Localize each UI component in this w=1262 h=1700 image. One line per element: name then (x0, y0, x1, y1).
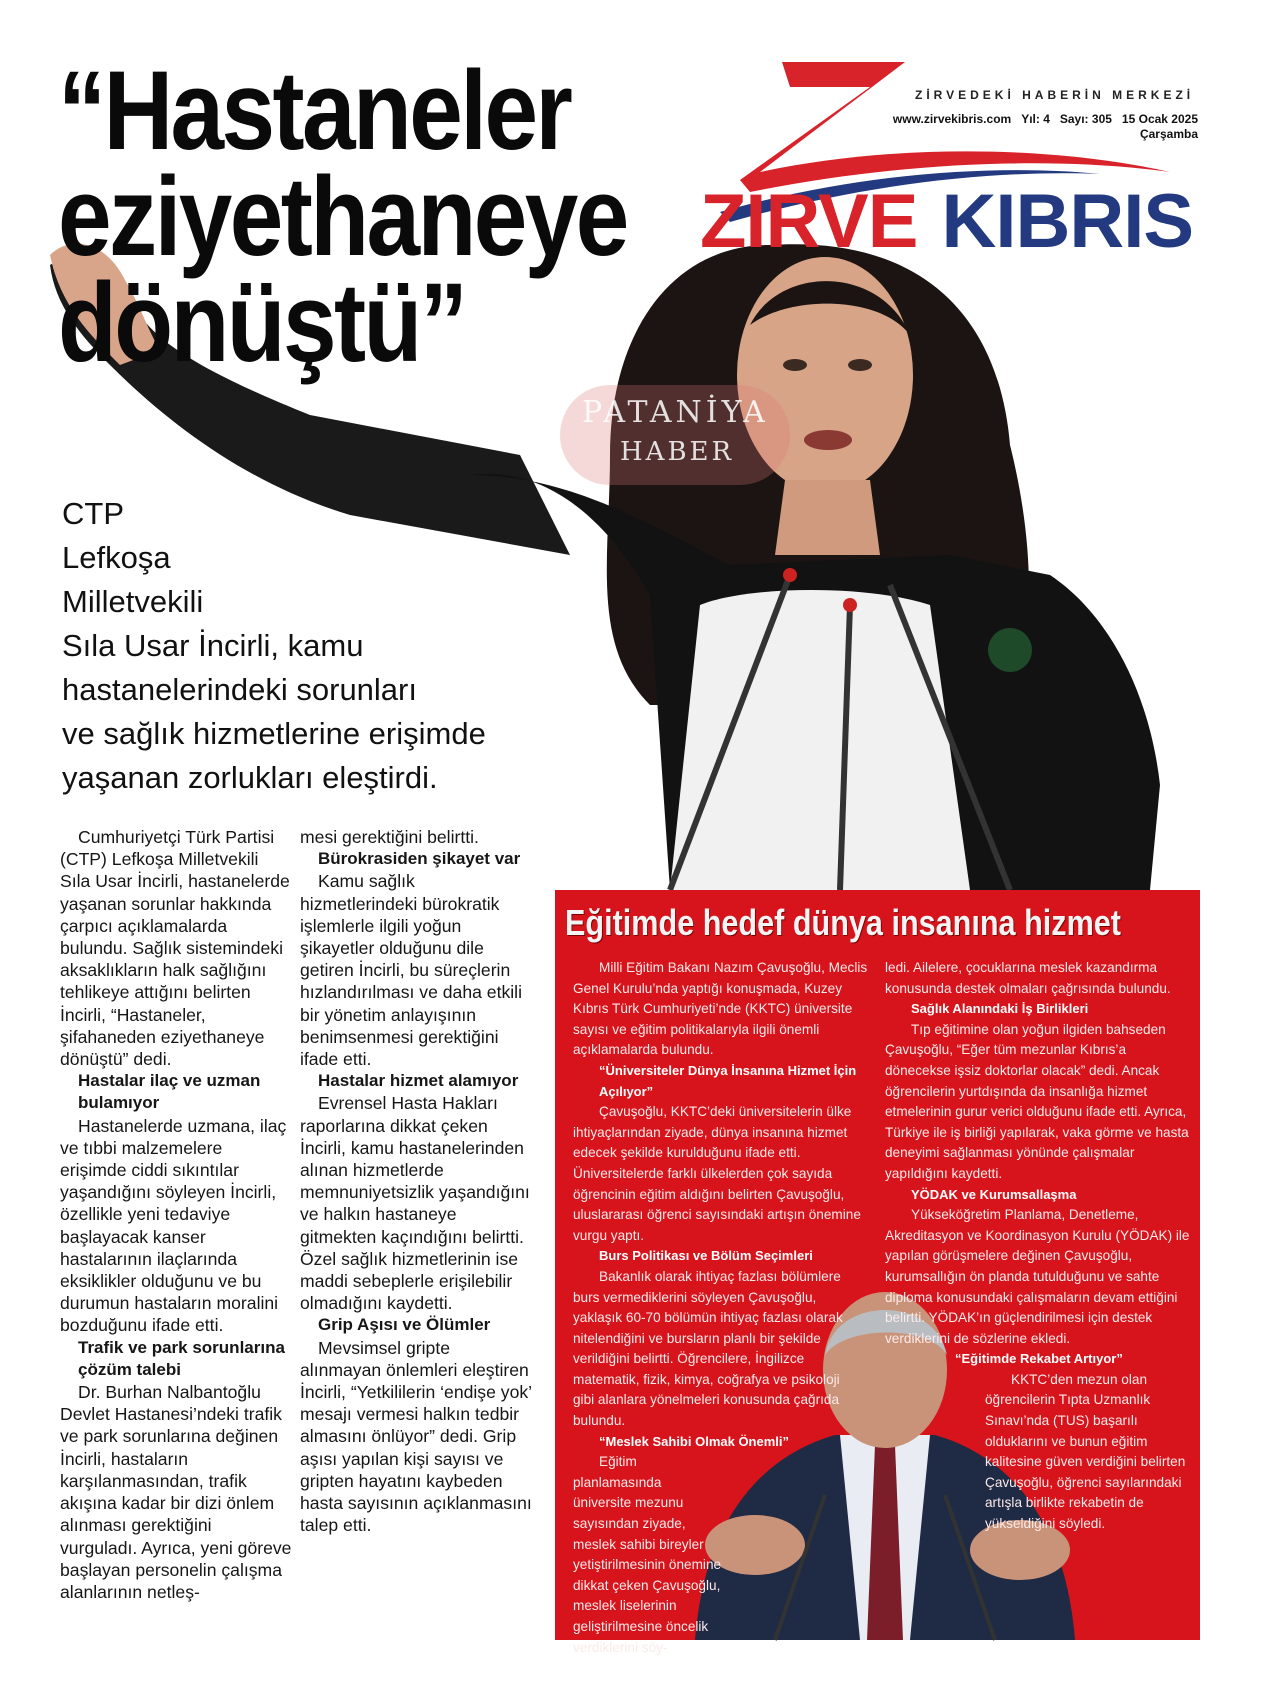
masthead-tagline: ZİRVEDEKİ HABERİN MERKEZİ (915, 88, 1195, 102)
paragraph: mesi gerektiğini belirtti. (300, 827, 479, 847)
website-link[interactable]: www.zirvekibris.com (892, 112, 1012, 126)
article-column-2 (300, 826, 535, 1537)
sidebar-story (555, 890, 1200, 1655)
deck-line: hastanelerindeki sorunları (62, 672, 417, 707)
paragraph: Kamu sağlık hizmetlerindeki bürokratik işlemlerle ilgili yoğun şikayetler olduğunu dile getiren İncirli, bu süreçlerin hızlandırılması ve daha etkili bir yönetim anlayışının benimsenmesi gerektiğini ifade etti. (300, 871, 522, 1070)
paragraph: Evrensel Hasta Hakları raporlarına dikkat çeken İncirli, kamu hastanelerinden alınan hizmetlerde memnuniyetsizlik yaşandığını ve halkın hastaneye gitmekten kaçındığını belirtti. Özel sağlık hizmetlerinin ise maddi sebeplerle erişilebilir olmadığını kaydetti. (300, 1093, 530, 1314)
headline (58, 48, 698, 385)
paragraph: ledi. Ailelere, çocuklarına meslek kazandırma konusunda destek olmaları çağrısında bulundu. (885, 960, 1171, 996)
deck-line: ve sağlık hizmetlerine erişimde (62, 716, 486, 751)
paragraph: Cumhuriyetçi Türk Partisi (CTP) Lefkoşa Milletvekili Sıla Usar İncirli, hastanelerde yaşanan sorunlar hakkında çarpıcı açıklamalarda bulundu. Sağlık sistemindeki aksaklıkların halk sağlığını tehlikeye attığını belirten İncirli, “Hastaneler, şifahaneden eziyethaneye dönüştü” dedi. (60, 827, 290, 1070)
issue-number: Sayı: 305 (1059, 112, 1112, 126)
sidebar-column-2 (885, 958, 1190, 1535)
issue-info (883, 112, 1198, 142)
watermark-text: HABER (620, 437, 735, 467)
subheading: Bürokrasiden şikayet var (318, 849, 521, 869)
paragraph: Çavuşoğlu, KKTC’deki üniversitelerin ülke ihtiyaçlarından ziyade, dünya insanına hizmet edecek şekilde kurulduğunu ifade etti. Üniversitelerde farklı ülkelerden çok sayıda öğrencinin eğitim aldığını belirten Çavuşoğlu, uluslararası öğrenci sayısındaki artışın önemine vurgu yaptı. (573, 1104, 861, 1243)
brand-blue: KIBRIS (941, 179, 1194, 264)
deck-line: Sıla Usar İncirli, kamu (62, 628, 364, 663)
subheading: Hastalar ilaç ve uzman bulamıyor (78, 1071, 261, 1113)
issue-date: 15 Ocak 2025 (1121, 112, 1198, 126)
article-column-1 (60, 826, 292, 1603)
article-deck (62, 492, 622, 800)
headline-line: dönüştü” (58, 260, 466, 385)
subheading: Burs Politikası ve Bölüm Seçimleri (599, 1248, 813, 1264)
paragraph: Hastanelerde uzmana, ilaç ve tıbbi malzemelere erişimde ciddi sıkıntılar yaşandığını söyleyen İncirli, özellikle yeni tedaviye başlayacak kanser hastalarının ilaçlarında eksiklikler olduğunu ve bu durumun hastaların moralini bozduğunu ifade etti. (60, 1115, 287, 1336)
masthead-logo (700, 52, 1240, 267)
paragraph: Milli Eğitim Bakanı Nazım Çavuşoğlu, Meclis Genel Kurulu’nda yaptığı konuşmada, Kuzey Kıbrıs Türk Cumhuriyeti’nde (KKTC) üniversite sayısı ve eğitim politikalarıyla ilgili önemli açıklamalarda bulundu. (573, 960, 868, 1058)
subheading: Grip Aşısı ve Ölümler (318, 1315, 491, 1335)
subheading: Trafik ve park sorunlarına çözüm talebi (78, 1337, 285, 1379)
watermark (560, 385, 790, 485)
subheading: “Üniversiteler Dünya İnsanına Hizmet İçin Açılıyor” (599, 1062, 857, 1099)
deck-line: Lefkoşa (62, 540, 171, 575)
sidebar-column-1 (573, 958, 873, 1658)
paragraph: Dr. Burhan Nalbantoğlu Devlet Hastanesi’ndeki trafik ve park sorunlarına değinen İncirli, hastaların karşılanmasından, trafik akışına kadar bir dizi önlem alınması gerektiğini vurguladı. Ayrıca, yeni göreve başlayan personelin çalışma alanlarının netleş- (60, 1382, 292, 1602)
paragraph: Mevsimsel gripte alınmayan önlemleri eleştiren İncirli, “Yetkililerin ‘endişe yok’ mesajı vermesi halkın tedbir almasını önlüyor” dedi. Grip aşısı yapılan kişi sayısı ve gripten hayatını kaybeden hasta sayısının açıklanmasını talep etti. (300, 1337, 532, 1536)
subheading: YÖDAK ve Kurumsallaşma (911, 1186, 1077, 1202)
paragraph: Tıp eğitimine olan yoğun ilgiden bahseden Çavuşoğlu, “Eğer tüm mezunlar Kıbrıs’a dönecekse işsiz doktorlar olacak” dedi. Ancak öğrencilerin yurtdışında da insanlığa hizmet etmelerinin gurur verici olduğunu ifade etti. Ayrıca, Türkiye ile iş birliği yapılarak, vaka görme ve hasta deneyimi sağlanması yönünde çalışmalar yapıldığını kaydetti. (885, 1021, 1189, 1181)
paragraph: Eğitim planlamasında üniversite mezunu sayısından ziyade, meslek sahibi bireyler yetiştirilmesinin önemine dikkat çeken Çavuşoğlu, meslek liselerinin geliştirilmesine öncelik verdiklerini söy- (573, 1454, 722, 1655)
issue-weekday: Çarşamba (1139, 127, 1198, 141)
subheading: Sağlık Alanındaki İş Birlikleri (911, 1001, 1089, 1017)
deck-line: CTP (62, 496, 124, 531)
paragraph: Bakanlık olarak ihtiyaç fazlası bölümlere burs vermediklerini söyleyen Çavuşoğlu, yaklaşık 60-70 bölümün ihtiyaç fazlası olarak nitelendiğini ve bursların planlı bir şekilde verildiğini belirtti. Öğrencilere, İngilizce matematik, fizik, kimya, coğrafya ve psikoloji gibi alanlara yönelmeleri konusunda çağrıda bulundu. (573, 1268, 843, 1429)
paragraph: KKTC’den mezun olan öğrencilerin Tıpta Uzmanlık Sınavı’nda (TUS) başarılı olduklarını ve bunun eğitim kalitesine güven verdiğini belirten Çavuşoğlu, öğrenci sayılarındaki artışla birlikte rekabetin de yükseldiğini söyledi. (985, 1371, 1186, 1532)
subheading: “Eğitimde Rekabet Artıyor” (955, 1351, 1123, 1367)
headline-line: “Hastaneler (58, 48, 571, 173)
year-label: Yıl: 4 (1021, 112, 1050, 126)
paragraph: Yükseköğretim Planlama, Denetleme, Akreditasyon ve Koordinasyon Kurulu (YÖDAK) ile yapılan görüşmelere değinen Çavuşoğlu, kurumsallığın ön planda tutulduğunu ve sahte diploma konusundaki çalışmaların devam ettiğini belirtti. YÖDAK’ın güçlendirilmesi için destek verdiklerini de sözlerine ekledi. (885, 1207, 1190, 1346)
deck-line: yaşanan zorlukları eleştirdi. (62, 760, 438, 795)
brand-red: ZİRVE (700, 179, 918, 264)
sidebar-title: Eğitimde hedef dünya insanına hizmet (565, 902, 1121, 943)
brand-name (700, 179, 1194, 264)
deck-line: Milletvekili (62, 584, 204, 619)
headline-line: eziyethaneye (58, 154, 627, 279)
watermark-text: PATANİYA (582, 395, 769, 430)
subheading: “Meslek Sahibi Olmak Önemli” (599, 1433, 790, 1449)
subheading: Hastalar hizmet alamıyor (318, 1071, 519, 1091)
